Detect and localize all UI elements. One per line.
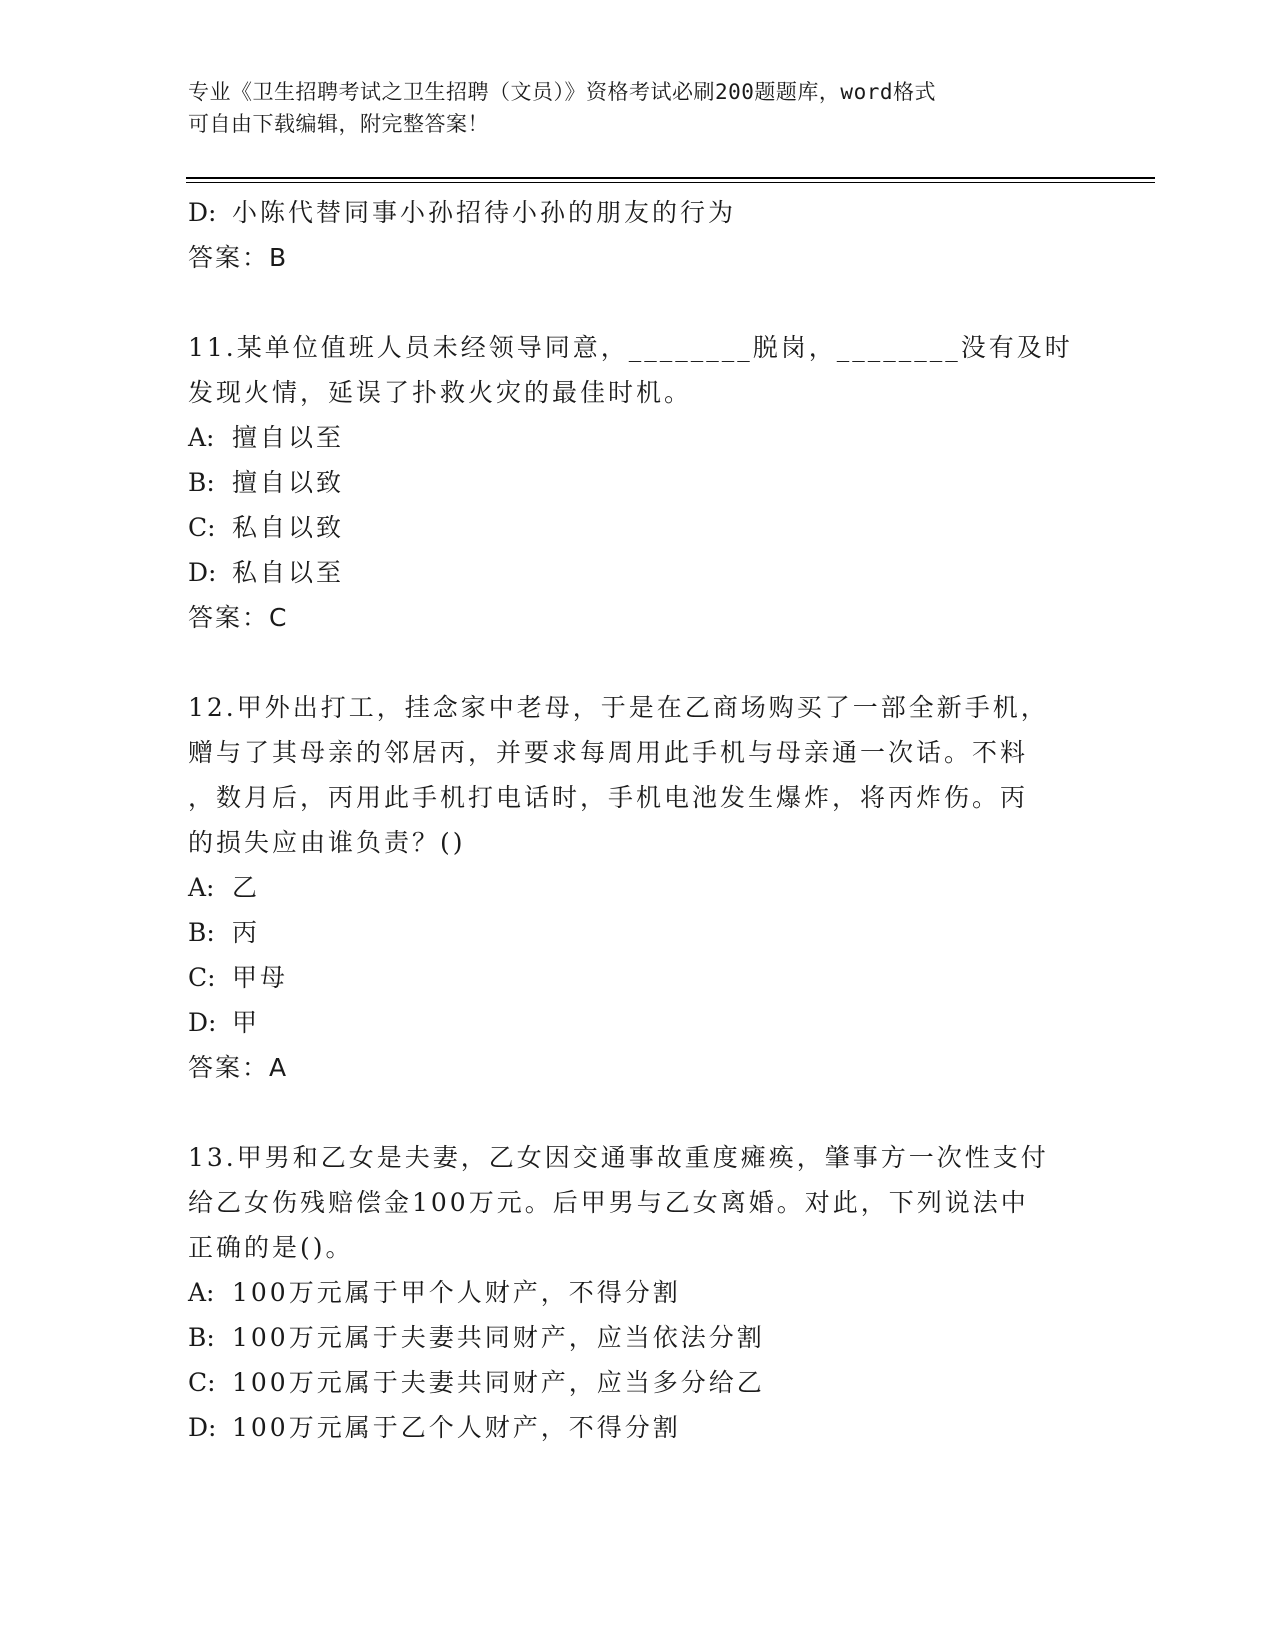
option-c (188, 955, 1088, 1000)
question-stem-line: 赠与了其母亲的邻居丙，并要求每周用此手机与母亲通一次话。不料 (188, 738, 1029, 767)
option-text: 100万元属于乙个人财产，不得分割 (232, 1413, 681, 1442)
answer-line: 答案：A (188, 1053, 289, 1082)
option-text: 100万元属于夫妻共同财产，应当依法分割 (232, 1323, 765, 1352)
option-b (188, 910, 1088, 955)
option-text: 擅自以致 (232, 468, 345, 497)
option-key: C: (188, 513, 216, 542)
header-rule-thin (186, 182, 1155, 183)
question-12 (188, 685, 1088, 1090)
question-stem-line: 11.某单位值班人员未经领导同意，________脱岗，________没有及时 (188, 333, 1073, 362)
header-rule-thick (186, 177, 1155, 179)
option-c (188, 1360, 1088, 1405)
option-text: 乙 (232, 873, 261, 902)
spacer (188, 280, 1088, 325)
header-title-line2: 可自由下载编辑，附完整答案！ (188, 112, 489, 136)
option-key: D: (188, 1008, 217, 1037)
option-key: A: (188, 873, 215, 902)
option-key: D: (188, 558, 217, 587)
option-d (188, 550, 1088, 595)
option-b (188, 1315, 1088, 1360)
option-text: 小陈代替同事小孙招待小孙的朋友的行为 (232, 198, 737, 227)
option-key: A: (188, 423, 215, 452)
spacer (188, 1090, 1088, 1135)
option-text: 甲母 (232, 963, 289, 992)
option-key: B: (188, 1323, 215, 1352)
question-stem-line: 给乙女伤残赔偿金100万元。后甲男与乙女离婚。对此，下列说法中 (188, 1188, 1029, 1217)
option-text: 100万元属于甲个人财产，不得分割 (232, 1278, 681, 1307)
question-content (188, 190, 1088, 1450)
option-key: D: (188, 1413, 217, 1442)
page-header (188, 76, 1088, 140)
question-stem-line: 13.甲男和乙女是夫妻，乙女因交通事故重度瘫痪，肇事方一次性支付 (188, 1143, 1049, 1172)
option-d (188, 1000, 1088, 1045)
prev-answer: 答案：B (188, 243, 289, 272)
option-key: C: (188, 963, 216, 992)
question-11 (188, 325, 1088, 640)
option-d (188, 1405, 1088, 1450)
question-13 (188, 1135, 1088, 1450)
option-key: A: (188, 1278, 215, 1307)
option-text: 丙 (232, 918, 261, 947)
answer-line: 答案：C (188, 603, 289, 632)
option-text: 擅自以至 (232, 423, 345, 452)
prev-option-d (188, 190, 1088, 235)
option-key: D: (188, 198, 217, 227)
question-stem-line: 发现火情，延误了扑救火灾的最佳时机。 (188, 378, 693, 407)
option-key: B: (188, 918, 215, 947)
option-text: 甲 (232, 1008, 261, 1037)
option-text: 100万元属于夫妻共同财产，应当多分给乙 (232, 1368, 765, 1397)
option-a (188, 1270, 1088, 1315)
question-stem-line: ，数月后，丙用此手机打电话时，手机电池发生爆炸，将丙炸伤。丙 (188, 783, 1029, 812)
header-title-line1: 专业《卫生招聘考试之卫生招聘（文员）》资格考试必刷200题题库，word格式 (188, 80, 936, 104)
option-key: C: (188, 1368, 216, 1397)
option-key: B: (188, 468, 215, 497)
option-a (188, 415, 1088, 460)
question-stem-line: 的损失应由谁负责？() (188, 828, 466, 857)
option-text: 私自以至 (232, 558, 345, 587)
option-text: 私自以致 (232, 513, 345, 542)
option-b (188, 460, 1088, 505)
question-stem-line: 正确的是()。 (188, 1233, 354, 1262)
spacer (188, 640, 1088, 685)
question-stem-line: 12.甲外出打工，挂念家中老母，于是在乙商场购买了一部全新手机， (188, 693, 1049, 722)
option-a (188, 865, 1088, 910)
option-c (188, 505, 1088, 550)
